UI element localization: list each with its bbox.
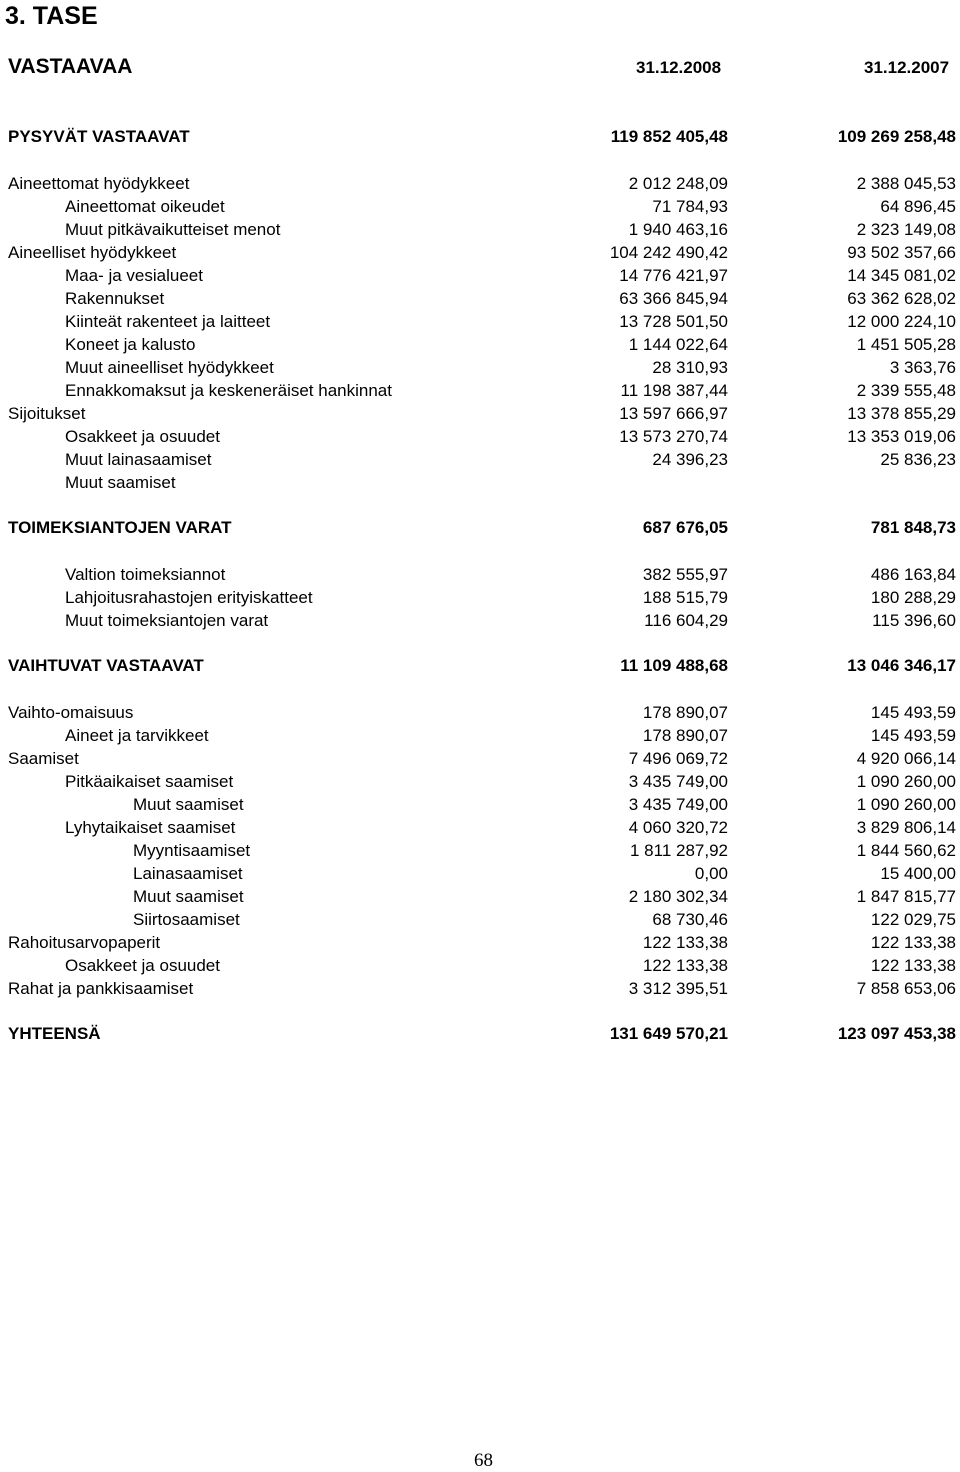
row-label-vaihtuvat-vastaavat: VAIHTUVAT VASTAAVAT (8, 656, 204, 675)
row-label: Lahjoitusrahastojen erityiskatteet (65, 588, 313, 607)
row-label: Muut lainasaamiset (65, 450, 212, 469)
row-value-2008: 28 310,93 (652, 358, 728, 377)
row-value-2008: 122 133,38 (642, 956, 728, 975)
row-value-2007: 145 493,59 (870, 726, 956, 745)
row-value-2007: 781 848,73 (870, 518, 956, 537)
row-label: Saamiset (8, 749, 79, 768)
row-label: Aineettomat hyödykkeet (8, 174, 190, 193)
row-value-2008: 382 555,97 (642, 565, 728, 584)
row-value-2007: 25 836,23 (880, 450, 956, 469)
row-value-2007: 4 920 066,14 (856, 749, 956, 768)
row-value-2008: 104 242 490,42 (609, 243, 728, 262)
header-col-2007: 31.12.2007 (864, 58, 950, 77)
row-value-2007: 486 163,84 (870, 565, 956, 584)
row-value-2008: 3 435 749,00 (628, 795, 728, 814)
row-label: Aineet ja tarvikkeet (65, 726, 209, 745)
row-value-2007: 2 339 555,48 (856, 381, 956, 400)
row-value-2008: 188 515,79 (642, 588, 728, 607)
row-value-2007: 14 345 081,02 (847, 266, 956, 285)
row-label: Rakennukset (65, 289, 165, 308)
row-value-2008: 122 133,38 (642, 933, 728, 952)
row-value-2007: 180 288,29 (870, 588, 956, 607)
row-value-2008: 11 198 387,44 (620, 381, 728, 400)
row-label: Pitkäaikaiset saamiset (65, 772, 234, 791)
row-label: Muut pitkävaikutteiset menot (65, 220, 281, 239)
row-value-2008: 0,00 (694, 864, 728, 883)
row-value-2007: 12 000 224,10 (847, 312, 956, 331)
row-label: Ennakkomaksut ja keskeneräiset hankinnat (65, 381, 392, 400)
row-value-2008: 4 060 320,72 (628, 818, 728, 837)
row-value-2008: 7 496 069,72 (628, 749, 728, 768)
row-value-2008: 1 144 022,64 (628, 335, 728, 354)
row-value-2007: 109 269 258,48 (837, 127, 956, 146)
row-value-2008: 63 366 845,94 (619, 289, 728, 308)
row-value-2007: 13 353 019,06 (847, 427, 956, 446)
row-label: Koneet ja kalusto (65, 335, 196, 354)
row-label: Osakkeet ja osuudet (65, 427, 220, 446)
row-value-2007: 2 323 149,08 (856, 220, 956, 239)
row-value-2007: 1 090 260,00 (856, 772, 956, 791)
row-label-toimeksiantojen-varat: TOIMEKSIANTOJEN VARAT (8, 518, 232, 537)
total-value-2007: 123 097 453,38 (837, 1024, 956, 1043)
row-value-2007: 1 847 815,77 (856, 887, 956, 906)
row-value-2008: 13 573 270,74 (619, 427, 728, 446)
row-value-2008: 2 180 302,34 (628, 887, 728, 906)
row-value-2007: 1 844 560,62 (856, 841, 956, 860)
row-value-2008: 71 784,93 (652, 197, 728, 216)
row-label: Sijoitukset (8, 404, 86, 423)
row-value-2008: 24 396,23 (652, 450, 728, 469)
row-label: Maa- ja vesialueet (65, 266, 203, 285)
row-value-2007: 93 502 357,66 (847, 243, 956, 262)
row-value-2007: 63 362 628,02 (847, 289, 956, 308)
row-value-2008: 2 012 248,09 (628, 174, 728, 193)
row-value-2008: 13 728 501,50 (619, 312, 728, 331)
row-label: Kiinteät rakenteet ja laitteet (65, 312, 271, 331)
row-value-2008: 1 940 463,16 (628, 220, 728, 239)
row-value-2007: 122 133,38 (870, 956, 956, 975)
row-value-2008: 178 890,07 (642, 726, 728, 745)
row-label: Aineettomat oikeudet (65, 197, 225, 216)
row-value-2008: 116 604,29 (644, 611, 728, 630)
row-value-2007: 15 400,00 (880, 864, 956, 883)
row-value-2008: 3 435 749,00 (628, 772, 728, 791)
header-col-2008: 31.12.2008 (636, 58, 722, 77)
row-label: Siirtosaamiset (133, 910, 240, 929)
row-label: Muut aineelliset hyödykkeet (65, 358, 274, 377)
row-value-2007: 64 896,45 (880, 197, 956, 216)
row-value-2008: 13 597 666,97 (619, 404, 728, 423)
row-label: Osakkeet ja osuudet (65, 956, 220, 975)
row-value-2007: 3 829 806,14 (856, 818, 956, 837)
row-value-2007: 7 858 653,06 (856, 979, 956, 998)
row-label: Lyhytaikaiset saamiset (65, 818, 236, 837)
row-value-2008: 14 776 421,97 (619, 266, 728, 285)
row-label: Muut saamiset (65, 473, 176, 492)
row-value-2007: 3 363,76 (889, 358, 956, 377)
page-number: 68 (474, 1450, 493, 1471)
row-value-2007: 13 046 346,17 (847, 656, 956, 675)
row-label: Muut saamiset (133, 887, 244, 906)
row-value-2007: 1 451 505,28 (856, 335, 956, 354)
row-label: Muut saamiset (133, 795, 244, 814)
row-label: Vaihto-omaisuus (8, 703, 134, 722)
row-value-2008: 119 852 405,48 (610, 127, 728, 146)
row-label: Rahoitusarvopaperit (8, 933, 161, 952)
row-value-2007: 1 090 260,00 (856, 795, 956, 814)
row-label: Muut toimeksiantojen varat (65, 611, 269, 630)
row-label-total: YHTEENSÄ (8, 1024, 101, 1043)
total-value-2008: 131 649 570,21 (609, 1024, 728, 1043)
row-value-2007: 122 133,38 (870, 933, 956, 952)
row-label-pysyvat-vastaavat: PYSYVÄT VASTAAVAT (8, 127, 190, 146)
row-value-2008: 178 890,07 (642, 703, 728, 722)
row-value-2007: 145 493,59 (870, 703, 956, 722)
row-value-2007: 13 378 855,29 (847, 404, 956, 423)
header-label: VASTAAVAA (8, 55, 133, 78)
row-label: Myyntisaamiset (133, 841, 251, 860)
row-label: Valtion toimeksiannot (65, 565, 226, 584)
row-value-2008: 1 811 287,92 (630, 841, 728, 860)
row-value-2008: 68 730,46 (652, 910, 728, 929)
row-value-2007: 122 029,75 (870, 910, 956, 929)
row-value-2007: 2 388 045,53 (856, 174, 956, 193)
row-value-2008: 687 676,05 (642, 518, 728, 537)
row-value-2008: 3 312 395,51 (628, 979, 728, 998)
row-label: Lainasaamiset (133, 864, 243, 883)
row-label: Aineelliset hyödykkeet (8, 243, 177, 262)
row-value-2007: 115 396,60 (872, 611, 956, 630)
row-label: Rahat ja pankkisaamiset (8, 979, 194, 998)
row-value-2008: 11 109 488,68 (620, 656, 728, 675)
section-title: 3. TASE (5, 2, 98, 30)
